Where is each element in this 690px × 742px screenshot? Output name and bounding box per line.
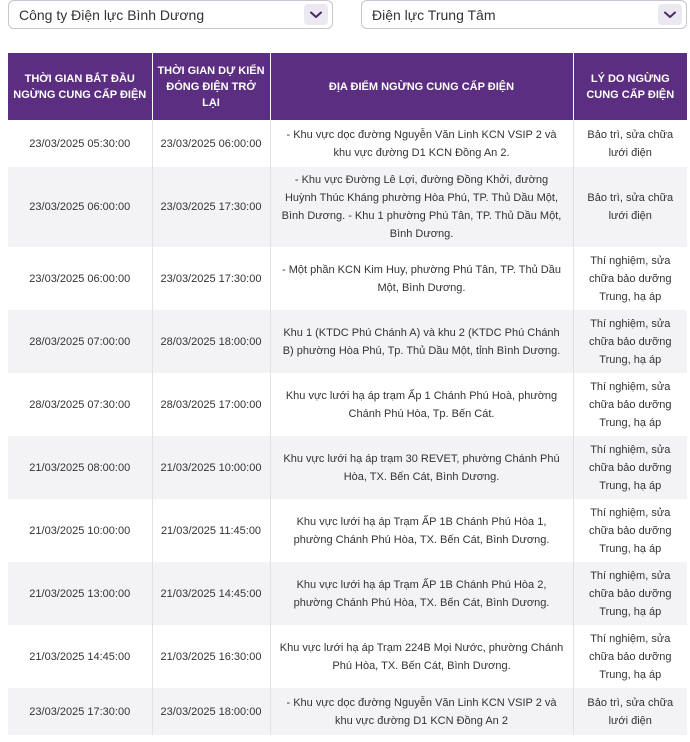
table-row — [8, 167, 687, 247]
header-end-time: THỜI GIAN DỰ KIẾN ĐÓNG ĐIỆN TRỞ LẠI — [152, 53, 270, 120]
end-time-cell: 23/03/2025 18:00:00 — [152, 688, 270, 735]
header-reason: LÝ DO NGỪNG CUNG CẤP ĐIỆN — [573, 53, 687, 120]
reason-cell: Thí nghiệm, sửa chữa bảo dưỡng Trung, hạ áp — [573, 436, 687, 499]
end-time-cell: 21/03/2025 10:00:00 — [152, 436, 270, 499]
start-time-cell: 23/03/2025 05:30:00 — [8, 120, 152, 167]
chevron-down-icon[interactable] — [658, 4, 682, 25]
location-cell: Khu 1 (KTDC Phú Chánh A) và khu 2 (KTDC Phú Chánh B) phường Hòa Phú, Tp. Thủ Dầu Một, tỉnh Bình Dương. — [270, 310, 573, 373]
reason-cell: Bảo trì, sửa chữa lưới điện — [573, 688, 687, 735]
start-time-cell: 21/03/2025 14:45:00 — [8, 625, 152, 688]
location-cell: Khu vực lưới hạ áp Trạm 224B Mọi Nước, phường Chánh Phú Hòa, TX. Bến Cát, Bình Dương. — [270, 625, 573, 688]
end-time-cell: 23/03/2025 17:30:00 — [152, 247, 270, 310]
location-cell: - Khu vực dọc đường Nguyễn Văn Linh KCN VSIP 2 và khu vực đường D1 KCN Đồng An 2 — [270, 688, 573, 735]
start-time-cell: 21/03/2025 13:00:00 — [8, 562, 152, 625]
end-time-cell: 23/03/2025 17:30:00 — [152, 167, 270, 247]
branch-select[interactable] — [361, 0, 687, 29]
outage-schedule-table — [8, 53, 687, 735]
reason-cell: Thí nghiệm, sửa chữa bảo dưỡng Trung, hạ áp — [573, 310, 687, 373]
location-cell: Khu vực lưới hạ áp trạm Ấp 1 Chánh Phú Hoà, phường Chánh Phú Hòa, Tp. Bến Cát. — [270, 373, 573, 436]
table-row — [8, 688, 687, 735]
chevron-down-icon[interactable] — [304, 4, 328, 25]
start-time-cell: 23/03/2025 06:00:00 — [8, 167, 152, 247]
start-time-cell: 28/03/2025 07:00:00 — [8, 310, 152, 373]
header-start-time: THỜI GIAN BẮT ĐẦU NGỪNG CUNG CẤP ĐIỆN — [8, 53, 152, 120]
start-time-cell: 21/03/2025 08:00:00 — [8, 436, 152, 499]
location-cell: Khu vực lưới hạ áp trạm 30 REVET, phường Chánh Phú Hòa, TX. Bến Cát, Bình Dương. — [270, 436, 573, 499]
end-time-cell: 23/03/2025 06:00:00 — [152, 120, 270, 167]
reason-cell: Bảo trì, sửa chữa lưới điện — [573, 120, 687, 167]
location-cell: - Khu vực Đường Lê Lợi, đường Đồng Khởi, đường Huỳnh Thúc Kháng phường Hòa Phú, TP. Thủ Dầu Một, Bình Dương. - Khu 1 phường Phú Tân, TP. Thủ Dầu Một, Bình Dương. — [270, 167, 573, 247]
end-time-cell: 28/03/2025 18:00:00 — [152, 310, 270, 373]
start-time-cell: 23/03/2025 17:30:00 — [8, 688, 152, 735]
reason-cell: Bảo trì, sửa chữa lưới điện — [573, 167, 687, 247]
location-cell: Khu vực lưới hạ áp Trạm ẤP 1B Chánh Phú Hòa 1, phường Chánh Phú Hòa, TX. Bến Cát, Bình Dương. — [270, 499, 573, 562]
table-row — [8, 625, 687, 688]
table-row — [8, 120, 687, 167]
table-row — [8, 247, 687, 310]
reason-cell: Thí nghiệm, sửa chữa bảo dưỡng Trung, hạ áp — [573, 247, 687, 310]
reason-cell: Thí nghiệm, sửa chữa bảo dưỡng Trung, hạ áp — [573, 562, 687, 625]
reason-cell: Thí nghiệm, sửa chữa bảo dưỡng Trung, hạ áp — [573, 625, 687, 688]
end-time-cell: 28/03/2025 17:00:00 — [152, 373, 270, 436]
table-row — [8, 562, 687, 625]
start-time-cell: 28/03/2025 07:30:00 — [8, 373, 152, 436]
company-select[interactable] — [8, 0, 333, 29]
table-row — [8, 310, 687, 373]
start-time-cell: 23/03/2025 06:00:00 — [8, 247, 152, 310]
table-row — [8, 499, 687, 562]
reason-cell: Thí nghiệm, sửa chữa bảo dưỡng Trung, hạ áp — [573, 373, 687, 436]
end-time-cell: 21/03/2025 14:45:00 — [152, 562, 270, 625]
location-cell: - Khu vực dọc đường Nguyễn Văn Linh KCN VSIP 2 và khu vực đường D1 KCN Đồng An 2. — [270, 120, 573, 167]
start-time-cell: 21/03/2025 10:00:00 — [8, 499, 152, 562]
table-row — [8, 436, 687, 499]
location-cell: Khu vực lưới hạ áp Trạm ẤP 1B Chánh Phú Hòa 2, phường Chánh Phú Hòa, TX. Bến Cát, Bình Dương. — [270, 562, 573, 625]
branch-select-value: Điện lực Trung Tâm — [372, 6, 496, 23]
reason-cell: Thí nghiệm, sửa chữa bảo dưỡng Trung, hạ áp — [573, 499, 687, 562]
company-select-value: Công ty Điện lực Bình Dương — [19, 6, 205, 23]
end-time-cell: 21/03/2025 16:30:00 — [152, 625, 270, 688]
location-cell: - Một phần KCN Kim Huy, phường Phú Tân, TP. Thủ Dầu Một, Bình Dương. — [270, 247, 573, 310]
table-header-row — [8, 53, 687, 120]
header-location: ĐỊA ĐIỂM NGỪNG CUNG CẤP ĐIỆN — [270, 53, 573, 120]
end-time-cell: 21/03/2025 11:45:00 — [152, 499, 270, 562]
table-row — [8, 373, 687, 436]
